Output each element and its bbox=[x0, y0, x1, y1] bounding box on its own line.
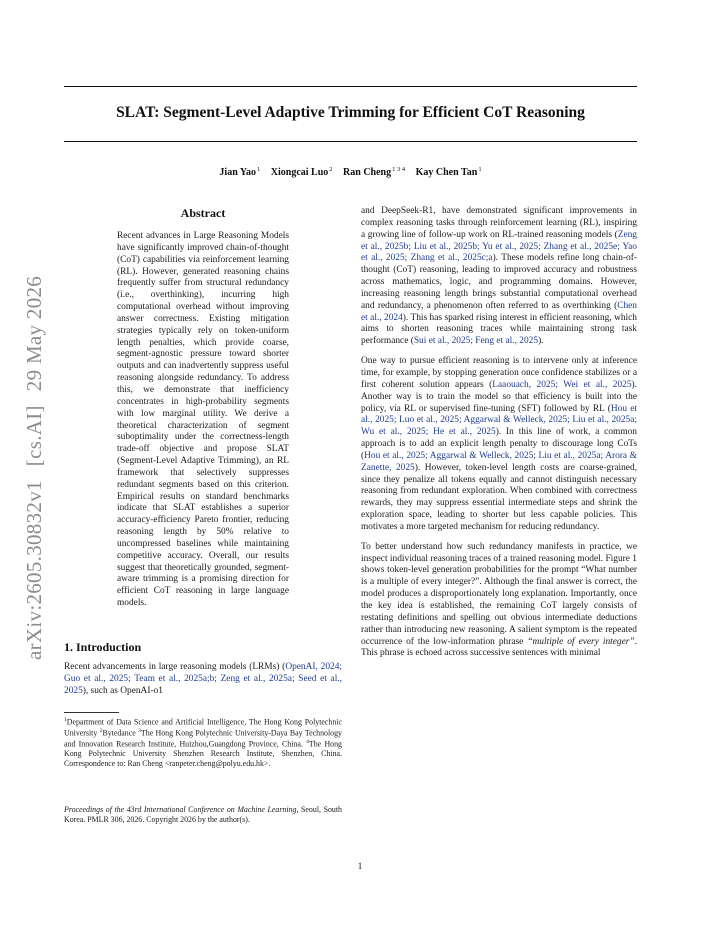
emphasis-text: “multiple of every integer” bbox=[527, 636, 635, 647]
title-bottom-rule bbox=[64, 141, 637, 142]
author: Kay Chen Tan$^1$ bbox=[415, 166, 482, 179]
arxiv-watermark bbox=[22, 250, 47, 660]
author: Xiongcai Luo$^2$ bbox=[270, 166, 333, 179]
citation-link[interactable]: Laaouach, 2025; Wei et al., 2025 bbox=[492, 379, 632, 390]
citation-link[interactable]: OpenAI, 2024; Guo et al., 2025; Team et al., 2025a;b; Zeng et al., 2025a; Seed et al., 2025 bbox=[64, 662, 342, 696]
author-list bbox=[64, 166, 637, 178]
author: Ran Cheng$^{1 3 4}$ bbox=[343, 166, 406, 179]
citation-link[interactable]: Hou et al., 2025; Luo et al., 2025; Aggarwal & Welleck, 2025; Liu et al., 2025a; Wu et al., 2025; He et al., 2025 bbox=[361, 403, 637, 438]
citation-link[interactable]: Sui et al., 2025; Feng et al., 2025 bbox=[413, 336, 539, 347]
section-heading-introduction: 1. Introduction bbox=[64, 640, 142, 654]
citation-link[interactable]: Chen et al., 2024 bbox=[361, 300, 637, 323]
arxiv-category: [cs.AI] bbox=[22, 405, 46, 467]
paragraph-3: To better understand how such redundancy manifests in practice, we inspect individual reasoning traces of a trained reasoning model. Figure 1 shows token-level generation probabilities for the prompt “What number is a multiple of every integer?”. Although the final answer is correct, the model produces a disproportionately long explanation. Importantly, once the key idea is established, the remaining CoT largely consists of restating definitions and spelling out obvious intermediate deductions rather than introducing new reasoning. A salient symptom is the repeated occurrence of the low-information phrase “multiple of every integer”. This phrase is echoed across successive sentences with minimal bbox=[361, 541, 637, 659]
title-top-rule bbox=[64, 86, 637, 87]
paragraph-1: and DeepSeek-R1, have demonstrated significant improvements in complex reasoning tasks through reinforcement learning (RL), inspiring a growing line of follow-up work on RL-trained reasoning models (Zeng et al., 2025b; Liu et al., 2025b; Yu et al., 2025; Zhang et al., 2025e; Yao et al., 2025; Zhang et al., 2025c;a). These models refine long chain-of-thought (CoT) reasoning, leading to improved accuracy and robustness across mathematics, logic, and programming domains. However, increasing reasoning length brings substantial computational overhead and redundancy, a phenomenon often referred to as overthinking (Chen et al., 2024). This has sparked rising interest in efficient reasoning, which aims to shorten reasoning traces while maintaining strong task performance (Sui et al., 2025; Feng et al., 2025). bbox=[361, 206, 637, 347]
paragraph-2: One way to pursue efficient reasoning is to intervene only at inference time, for example, by stopping generation once confidence stabilizes or a first coherent solution appears (Laaouach, 2025; Wei et al., 2025). Another way is to train the model so that efficiency is built into the policy, via RL or supervised fine-tuning (SFT) followed by RL (Hou et al., 2025; Luo et al., 2025; Aggarwal & Welleck, 2025; Liu et al., 2025a; Wu et al., 2025; He et al., 2025). In this line of work, a common approach is to add an explicit length penalty to discourage long CoTs (Hou et al., 2025; Aggarwal & Welleck, 2025; Liu et al., 2025a; Arora & Zanette, 2025). However, token-level length costs are coarse-grained, since they penalize all tokens equally and cannot distinguish necessary reasoning from redundant exploration. When combined with correctness rewards, they may suppress essential intermediate steps and shrink the exploration space, leading to shorter but less capable policies. This motivates a more targeted mechanism for reducing redundancy. bbox=[361, 356, 638, 532]
page-number: 1 bbox=[357, 862, 363, 872]
arxiv-date: 29 May 2026 bbox=[22, 275, 46, 392]
abstract-heading: Abstract bbox=[180, 206, 226, 220]
affiliations-footnote: $^1$Department of Data Science and Artificial Intelligence, The Hong Kong Polytechnic University $^2$Bytedance $^3$The Hong Kong Polytechnic University-Daya Bay Technology and Innovation Research Institute, Huizhou,Guangdong Province, China. $^4$The Hong Kong Polytechnic University Shenzhen Research Institute, Shenzhen, China. Correspondence to: Ran Cheng <ranpeter.cheng@polyu.edu.hk>. bbox=[64, 717, 342, 768]
arxiv-id: arXiv:2605.30832v1 bbox=[22, 480, 46, 660]
footnote-rule bbox=[64, 712, 119, 713]
citation-link[interactable]: Zeng et al., 2025b; Liu et al., 2025b; Yu et al., 2025; Zhang et al., 2025e; Yao et al., 2025; Zhang et al., 2025c;a bbox=[361, 229, 637, 264]
author: Jian Yao$^1$ bbox=[219, 166, 261, 179]
proceedings-note: Proceedings of the 43rd International Conference on Machine Learning, Seoul, South Korea. PMLR 306, 2026. Copyright 2026 by the author(s). bbox=[64, 805, 342, 824]
intro-paragraph: Recent advancements in large reasoning models (LRMs) (OpenAI, 2024; Guo et al., 2025; Team et al., 2025a;b; Zeng et al., 2025a; Seed et al., 2025), such as OpenAI-o1 bbox=[64, 662, 342, 696]
citation-link[interactable]: Hou et al., 2025; Aggarwal & Welleck, 2025; Liu et al., 2025a; Arora & Zanette, 2025 bbox=[361, 450, 637, 473]
right-column bbox=[361, 206, 637, 668]
abstract-body: Recent advances in Large Reasoning Models have significantly improved chain-of-thought (CoT) capabilities via reinforcement learning (RL). However, generated reasoning chains frequently suffer from structural redundancy (i.e., overthinking), incurring high computational overhead without improving answer correctness. Existing mitigation strategies typically rely on token-uniform length penalties, which provide coarse, segment-agnostic pressure toward shorter outputs and can inadvertently suppress useful reasoning alongside redundancy. To address this, we demonstrate that inefficiency concentrates in high-probability segments with low marginal utility. We derive a theoretical characterization of segment suboptimality under the correctness-length trade-off objective and propose SLAT (Segment-Level Adaptive Trimming), an RL framework that selectively suppresses redundant segments based on this criterion. Empirical results on standard benchmarks indicate that SLAT establishes a superior accuracy-efficiency Pareto frontier, reducing reasoning length by 50% relative to uncompressed baselines while maintaining competitive accuracy. Overall, our results suggest that theoretically grounded, segment-aware trimming is a promising direction for efficient CoT reasoning in large language models. bbox=[117, 231, 289, 609]
paper-title: SLAT: Segment-Level Adaptive Trimming for Efficient CoT Reasoning bbox=[116, 104, 585, 121]
